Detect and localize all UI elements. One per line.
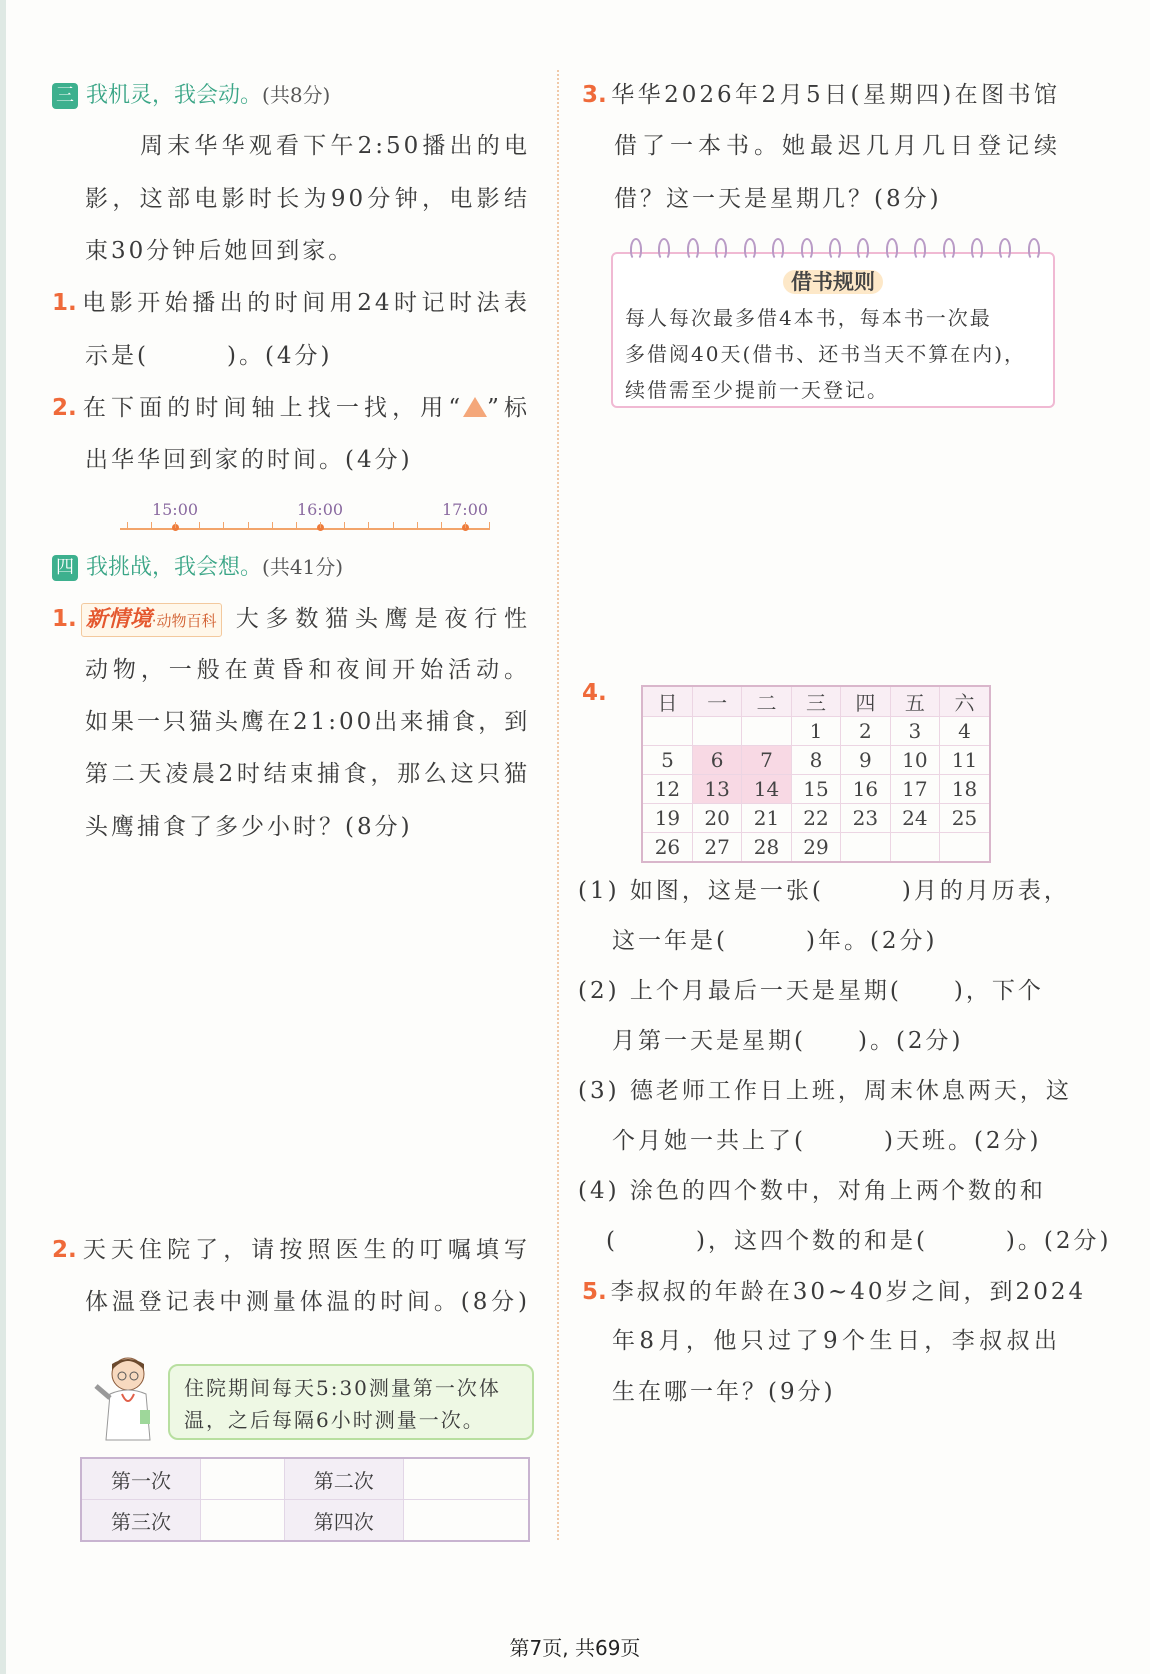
section-badge: 三 <box>52 83 78 109</box>
answer-cell[interactable] <box>403 1458 529 1500</box>
question-number: 1. <box>52 606 77 632</box>
rule-line: 续借需至少提前一天登记。 <box>625 378 889 402</box>
question-text: 电影开始播出的时间用24时记时法表 <box>80 290 530 316</box>
calendar-day: 6 <box>692 746 741 775</box>
calendar-day: 5 <box>642 746 692 775</box>
calendar-day: 12 <box>642 775 692 804</box>
timeline-label: 15:00 <box>151 500 199 519</box>
timeline-tick <box>489 522 490 528</box>
question-4-1 <box>52 603 530 637</box>
weekday-header: 五 <box>890 686 939 717</box>
ring-icon <box>744 238 756 260</box>
timeline-tick <box>127 522 128 528</box>
doctor-speech-bubble <box>168 1364 534 1440</box>
notebook-rings <box>630 238 1040 262</box>
timeline-tick <box>393 522 394 528</box>
calendar-day <box>742 717 791 746</box>
question-text: 如果一只猫头鹰在21:00出来捕食，到 <box>85 709 531 735</box>
bubble-text: 住院期间每天5:30测量第一次体 <box>184 1376 501 1400</box>
timeline-tick <box>465 522 466 528</box>
timeline-tick <box>441 522 442 528</box>
calendar-day: 19 <box>642 804 692 833</box>
section-points: (共41分) <box>262 555 344 579</box>
question-number: 5. <box>582 1279 607 1305</box>
calendar-day: 28 <box>742 833 791 863</box>
question-text: 头鹰捕食了多少小时？(8分) <box>85 814 413 840</box>
weekday-header: 六 <box>940 686 990 717</box>
ring-icon <box>914 238 926 260</box>
timeline-tick <box>344 522 345 528</box>
weekday-header: 三 <box>791 686 840 717</box>
calendar-week-row <box>642 746 990 775</box>
section-4-header <box>52 552 343 583</box>
ring-icon <box>886 238 898 260</box>
calendar-day: 20 <box>692 804 741 833</box>
table-header-cell: 第二次 <box>284 1458 403 1500</box>
ring-icon <box>630 238 642 260</box>
question-text: 个月她一共上了( )天班。(2分) <box>612 1128 1042 1154</box>
intro-line: 束30分钟后她回到家。 <box>85 238 355 264</box>
calendar-day: 9 <box>841 746 890 775</box>
calendar-day: 15 <box>791 775 840 804</box>
calendar-day: 8 <box>791 746 840 775</box>
question-text: ( )，这四个数的和是( )。(2分) <box>606 1228 1112 1254</box>
question-4-5 <box>582 1277 1087 1307</box>
intro-line: 影，这部电影时长为90分钟，电影结 <box>85 186 530 212</box>
month-calendar <box>641 685 991 863</box>
calendar-day: 3 <box>890 717 939 746</box>
new-context-tag <box>81 603 222 637</box>
timeline-label: 16:00 <box>296 500 344 519</box>
timeline-tick <box>417 522 418 528</box>
tag-main: 新情境 <box>85 607 152 632</box>
ring-icon <box>857 238 869 260</box>
calendar-day: 25 <box>940 804 990 833</box>
page-edge <box>0 0 6 1674</box>
weekday-header: 二 <box>742 686 791 717</box>
tag-sub: ·动物百科 <box>151 612 217 630</box>
question-text: 示是( )。(4分) <box>85 343 333 369</box>
table-header-cell: 第三次 <box>81 1500 201 1542</box>
calendar-week-row <box>642 717 990 746</box>
doctor-illustration <box>90 1352 160 1442</box>
question-4-3 <box>582 80 1060 110</box>
question-4-2 <box>52 1235 530 1265</box>
question-text: 在下面的时间轴上找一找，用“ <box>80 395 464 421</box>
rule-line: 多借阅40天(借书、还书当天不算在内)， <box>625 342 1027 366</box>
question-number: 2. <box>52 395 77 421</box>
calendar-day: 24 <box>890 804 939 833</box>
question-text: 借了一本书。她最迟几月几日登记续 <box>614 133 1060 159</box>
answer-cell[interactable] <box>403 1500 529 1542</box>
timeline-tick <box>368 522 369 528</box>
timeline-tick <box>151 522 152 528</box>
calendar-day: 14 <box>742 775 791 804</box>
calendar-day <box>692 717 741 746</box>
question-3-1 <box>52 288 530 318</box>
question-text: 大多数猫头鹰是夜行性 <box>235 606 531 632</box>
calendar-day <box>940 833 990 863</box>
weekday-header: 一 <box>692 686 741 717</box>
ring-icon <box>715 238 727 260</box>
column-divider <box>557 70 559 1540</box>
ring-icon <box>772 238 784 260</box>
ring-icon <box>801 238 813 260</box>
timeline-tick <box>175 522 176 528</box>
question-text: 月第一天是星期( )。(2分) <box>612 1028 964 1054</box>
question-text: 出华华回到家的时间。(4分) <box>85 447 413 473</box>
question-number: 2. <box>52 1237 77 1263</box>
weekday-header: 四 <box>841 686 890 717</box>
calendar-week-row <box>642 833 990 863</box>
calendar-week-row <box>642 804 990 833</box>
section-points: (共8分) <box>262 83 331 107</box>
temperature-log-table <box>80 1457 530 1542</box>
question-text: 天天住院了，请按照医生的叮嘱填写 <box>80 1237 530 1263</box>
rules-title: 借书规则 <box>783 270 883 294</box>
calendar-day: 23 <box>841 804 890 833</box>
question-text: 生在哪一年？(9分) <box>612 1379 836 1405</box>
calendar-day: 7 <box>742 746 791 775</box>
calendar-header-row <box>642 686 990 717</box>
table-header-cell: 第四次 <box>284 1500 403 1542</box>
question-3-2 <box>52 393 530 423</box>
question-number: 4. <box>582 680 607 706</box>
section-3-header <box>52 80 330 111</box>
calendar-day: 26 <box>642 833 692 863</box>
question-number: 3. <box>582 82 607 108</box>
question-text: 这一年是( )年。(2分) <box>612 928 938 954</box>
calendar-day <box>890 833 939 863</box>
question-text: (4) 涂色的四个数中，对角上两个数的和 <box>578 1178 1046 1204</box>
section-title: 我挑战，我会想。 <box>86 555 263 580</box>
ring-icon <box>829 238 841 260</box>
timeline-tick <box>199 522 200 528</box>
intro-line: 周末华华观看下午2:50播出的电 <box>140 133 530 159</box>
calendar-day: 11 <box>940 746 990 775</box>
question-text: 年8月，他只过了9个生日，李叔叔出 <box>612 1328 1060 1354</box>
rule-line: 每人每次最多借4本书，每本书一次最 <box>625 306 992 330</box>
question-text: 借？这一天是星期几？(8分) <box>614 186 942 212</box>
borrowing-rules-card <box>611 252 1055 408</box>
question-text: 动物，一般在黄昏和夜间开始活动。 <box>85 657 530 683</box>
ring-icon <box>687 238 699 260</box>
timeline-tick <box>320 522 321 528</box>
table-row <box>81 1458 529 1500</box>
question-4-4 <box>582 678 611 708</box>
weekday-header: 日 <box>642 686 692 717</box>
calendar-day: 13 <box>692 775 741 804</box>
calendar-day: 27 <box>692 833 741 863</box>
calendar-day <box>642 717 692 746</box>
question-text: 体温登记表中测量体温的时间。(8分) <box>85 1289 530 1315</box>
timeline-tick <box>296 522 297 528</box>
page-indicator: 第7页, 共69页 <box>509 1636 641 1660</box>
section-badge: 四 <box>52 555 78 581</box>
calendar-day: 18 <box>940 775 990 804</box>
answer-cell[interactable] <box>201 1500 285 1542</box>
calendar-week-row <box>642 775 990 804</box>
calendar-day: 10 <box>890 746 939 775</box>
calendar-day: 4 <box>940 717 990 746</box>
calendar-day: 1 <box>791 717 840 746</box>
ring-icon <box>658 238 670 260</box>
timeline-tick <box>223 522 224 528</box>
calendar-day: 21 <box>742 804 791 833</box>
question-text: 李叔叔的年龄在30~40岁之间，到2024 <box>610 1279 1087 1305</box>
ring-icon <box>943 238 955 260</box>
calendar-day: 22 <box>791 804 840 833</box>
timeline-label: 17:00 <box>441 500 489 519</box>
ring-icon <box>971 238 983 260</box>
calendar-day: 16 <box>841 775 890 804</box>
question-text: (2) 上个月最后一天是星期( )，下个 <box>578 978 1044 1004</box>
table-header-cell: 第一次 <box>81 1458 201 1500</box>
answer-cell[interactable] <box>201 1458 285 1500</box>
question-text: (1) 如图，这是一张( )月的月历表， <box>578 878 1070 904</box>
question-number: 1. <box>52 290 77 316</box>
question-text: (3) 德老师工作日上班，周末休息两天，这 <box>578 1078 1072 1104</box>
section-title: 我机灵，我会动。 <box>86 83 263 108</box>
bubble-text: 温，之后每隔6小时测量一次。 <box>184 1408 485 1432</box>
calendar-day: 2 <box>841 717 890 746</box>
ring-icon <box>999 238 1011 260</box>
timeline-tick <box>272 522 273 528</box>
calendar-day <box>841 833 890 863</box>
question-text: ”标 <box>487 395 530 421</box>
calendar-day: 29 <box>791 833 840 863</box>
timeline[interactable] <box>120 500 490 540</box>
question-text: 华华2026年2月5日(星期四)在图书馆 <box>610 82 1060 108</box>
ring-icon <box>1028 238 1040 260</box>
timeline-tick <box>248 522 249 528</box>
question-text: 第二天凌晨2时结束捕食，那么这只猫 <box>85 761 530 787</box>
calendar-day: 17 <box>890 775 939 804</box>
table-row <box>81 1500 529 1542</box>
triangle-icon <box>463 397 487 417</box>
